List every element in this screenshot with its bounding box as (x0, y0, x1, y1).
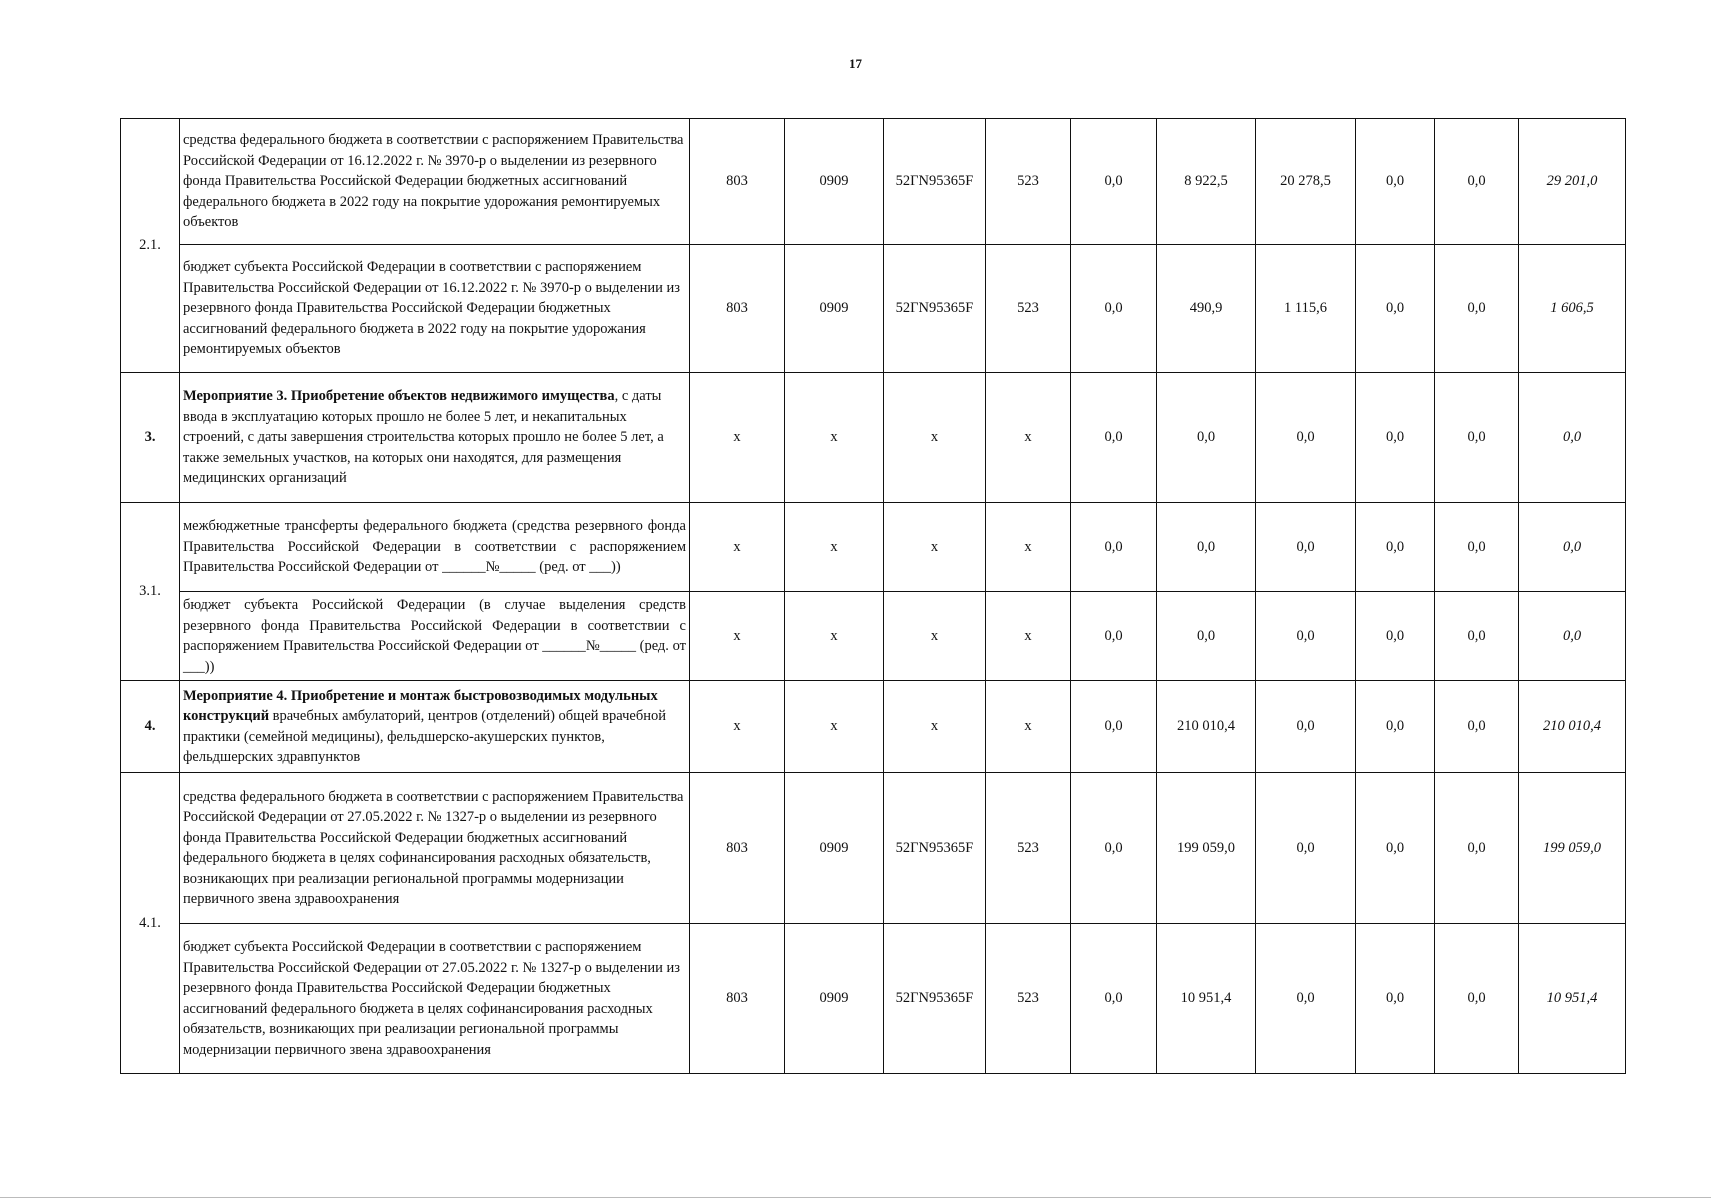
cell-total: 0,0 (1519, 373, 1626, 503)
cell-v5: 0,0 (1435, 924, 1519, 1074)
cell-total: 0,0 (1519, 592, 1626, 681)
cell-v4: 0,0 (1356, 119, 1435, 245)
cell-c1: x (690, 681, 785, 773)
cell-c1: 803 (690, 773, 785, 924)
cell-c1: x (690, 373, 785, 503)
cell-c2: x (785, 681, 884, 773)
cell-total: 29 201,0 (1519, 119, 1626, 245)
cell-c4: x (986, 592, 1071, 681)
cell-v5: 0,0 (1435, 119, 1519, 245)
cell-v1: 0,0 (1071, 373, 1157, 503)
cell-c3: x (884, 592, 986, 681)
cell-v4: 0,0 (1356, 681, 1435, 773)
cell-v1: 0,0 (1071, 245, 1157, 373)
cell-v1: 0,0 (1071, 503, 1157, 592)
cell-v5: 0,0 (1435, 592, 1519, 681)
row-description (180, 503, 690, 592)
table-row (121, 924, 1626, 1074)
table-row (121, 503, 1626, 592)
cell-v1: 0,0 (1071, 119, 1157, 245)
cell-v1: 0,0 (1071, 773, 1157, 924)
cell-c3: 52ГN95365F (884, 119, 986, 245)
cell-c3: 52ГN95365F (884, 245, 986, 373)
cell-v1: 0,0 (1071, 592, 1157, 681)
cell-v1: 0,0 (1071, 681, 1157, 773)
cell-v2: 490,9 (1157, 245, 1256, 373)
cell-total: 10 951,4 (1519, 924, 1626, 1074)
cell-v2: 199 059,0 (1157, 773, 1256, 924)
row-number: 3.1. (121, 503, 180, 681)
cell-c3: 52ГN95365F (884, 924, 986, 1074)
table-row (121, 119, 1626, 245)
cell-v5: 0,0 (1435, 373, 1519, 503)
cell-c2: x (785, 373, 884, 503)
cell-c2: 0909 (785, 924, 884, 1074)
page-number: 17 (849, 56, 862, 71)
cell-v3: 0,0 (1256, 924, 1356, 1074)
cell-c1: 803 (690, 119, 785, 245)
cell-v4: 0,0 (1356, 592, 1435, 681)
budget-table (120, 118, 1626, 1074)
row-number: 4. (121, 681, 180, 773)
row-description-text: средства федерального бюджета в соответствии с распоряжением Правительства Российской Федерации от 16.12.2022 г. № 3970-р о выделении из резервного фонда Правительства Российской Федерации бюджетных ассигнований федерального бюджета в 2022 году на покрытие удорожания ремонтируемых объектов (183, 132, 684, 231)
table-row (121, 773, 1626, 924)
cell-total: 210 010,4 (1519, 681, 1626, 773)
table-row (121, 373, 1626, 503)
cell-c4: x (986, 373, 1071, 503)
row-description (180, 592, 690, 681)
cell-v3: 0,0 (1256, 503, 1356, 592)
cell-v3: 0,0 (1256, 373, 1356, 503)
row-description-text: бюджет субъекта Российской Федерации в соответствии с распоряжением Правительства Российской Федерации от 27.05.2022 г. № 1327-р о выделении из резервного фонда Правительства Российской Федерации бюджетных ассигнований федерального бюджета в целях софинансирования расходных обязательств, возникающих при реализации региональной программы модернизации первичного звена здравоохранения (183, 939, 681, 1058)
row-description-text: , с даты ввода в эксплуатацию которых прошло не более 5 лет, и некапитальных строений, с даты завершения строительства которых прошло не более 5 лет, а также земельных участков, на которых они находятся, для размещения медицинских организаций (183, 388, 664, 487)
cell-c1: 803 (690, 924, 785, 1074)
cell-v5: 0,0 (1435, 245, 1519, 373)
cell-v3: 20 278,5 (1256, 119, 1356, 245)
cell-v3: 0,0 (1256, 773, 1356, 924)
cell-c4: 523 (986, 773, 1071, 924)
cell-c3: 52ГN95365F (884, 773, 986, 924)
cell-v4: 0,0 (1356, 373, 1435, 503)
cell-v3: 1 115,6 (1256, 245, 1356, 373)
row-description-text: бюджет субъекта Российской Федерации в соответствии с распоряжением Правительства Российской Федерации от 16.12.2022 г. № 3970-р о выделении из резервного фонда Правительства Российской Федерации бюджетных ассигнований федерального бюджета в 2022 году на покрытие удорожания ремонтируемых объектов (183, 259, 681, 358)
cell-c1: 803 (690, 245, 785, 373)
cell-v3: 0,0 (1256, 681, 1356, 773)
cell-v2: 10 951,4 (1157, 924, 1256, 1074)
row-description-text: средства федерального бюджета в соответствии с распоряжением Правительства Российской Федерации от 27.05.2022 г. № 1327-р о выделении из резервного фонда Правительства Российской Федерации бюджетных ассигнований федерального бюджета в целях софинансирования расходных обязательств, возникающих при реализации региональной программы модернизации первичного звена здравоохранения (183, 788, 684, 907)
cell-total: 0,0 (1519, 503, 1626, 592)
table-row (121, 681, 1626, 773)
cell-c3: x (884, 681, 986, 773)
cell-c2: 0909 (785, 245, 884, 373)
cell-v2: 8 922,5 (1157, 119, 1256, 245)
row-description-lead: Мероприятие 4. Приобретение и монтаж быстровозводимых модульных конструкций (183, 687, 658, 724)
row-description-lead: Мероприятие 3. Приобретение объектов недвижимого имущества (183, 388, 615, 405)
row-number: 2.1. (121, 119, 180, 373)
cell-v1: 0,0 (1071, 924, 1157, 1074)
cell-v2: 0,0 (1157, 592, 1256, 681)
cell-c3: x (884, 503, 986, 592)
cell-c1: x (690, 592, 785, 681)
page-bottom-rule (0, 1197, 1711, 1198)
row-description (180, 119, 690, 245)
cell-v2: 0,0 (1157, 503, 1256, 592)
row-description (180, 373, 690, 503)
row-description (180, 773, 690, 924)
cell-v5: 0,0 (1435, 773, 1519, 924)
cell-total: 199 059,0 (1519, 773, 1626, 924)
cell-c4: x (986, 681, 1071, 773)
cell-c3: x (884, 373, 986, 503)
table-row (121, 245, 1626, 373)
cell-c4: x (986, 503, 1071, 592)
table-row (121, 592, 1626, 681)
cell-c2: x (785, 503, 884, 592)
cell-v4: 0,0 (1356, 773, 1435, 924)
cell-c1: x (690, 503, 785, 592)
cell-c2: 0909 (785, 119, 884, 245)
row-description (180, 245, 690, 373)
cell-v5: 0,0 (1435, 681, 1519, 773)
cell-v4: 0,0 (1356, 924, 1435, 1074)
cell-c4: 523 (986, 119, 1071, 245)
row-number: 3. (121, 373, 180, 503)
row-description-text: межбюджетные трансферты федерального бюджета (средства резервного фонда Правительства Российской Федерации в соответствии с распоряжением Правительства Российской Федерации от ______№_____ (ред. от ___)) (183, 518, 686, 576)
cell-v4: 0,0 (1356, 503, 1435, 592)
cell-v2: 0,0 (1157, 373, 1256, 503)
row-description (180, 681, 690, 773)
cell-v2: 210 010,4 (1157, 681, 1256, 773)
row-description-text: бюджет субъекта Российской Федерации (в случае выделения средств резервного фонда Правительства Российской Федерации в соответствии с распоряжением Правительства Российской Федерации от ______№_____ (ред. от ___)) (183, 597, 686, 675)
cell-total: 1 606,5 (1519, 245, 1626, 373)
cell-c2: 0909 (785, 773, 884, 924)
cell-c2: x (785, 592, 884, 681)
cell-v5: 0,0 (1435, 503, 1519, 592)
row-description (180, 924, 690, 1074)
row-description-text: врачебных амбулаторий, центров (отделений) общей врачебной практики (семейной медицины), фельдшерско-акушерских пунктов, фельдшерских здравпунктов (183, 708, 666, 765)
cell-v4: 0,0 (1356, 245, 1435, 373)
cell-c4: 523 (986, 924, 1071, 1074)
row-number: 4.1. (121, 773, 180, 1074)
cell-v3: 0,0 (1256, 592, 1356, 681)
cell-c4: 523 (986, 245, 1071, 373)
